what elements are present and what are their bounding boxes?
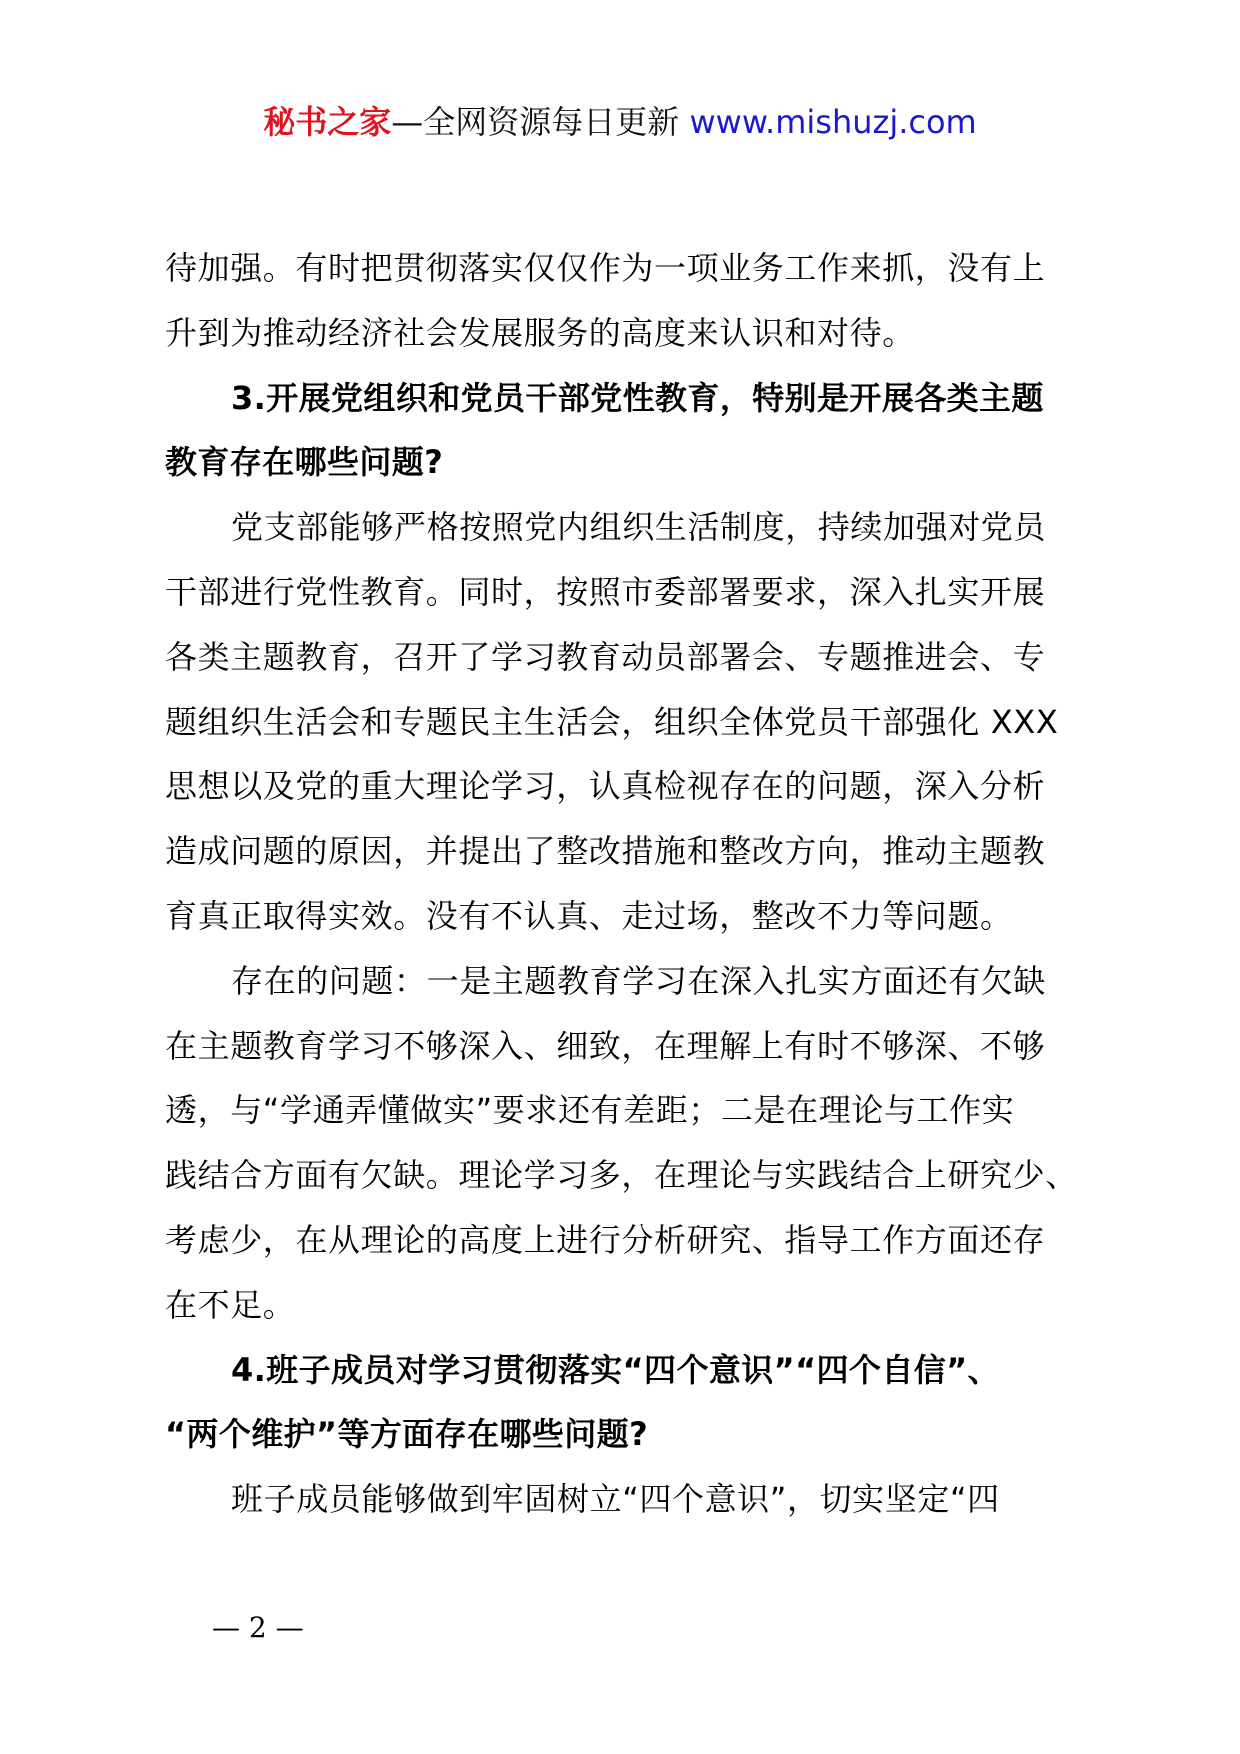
paragraph-line: 存在的问题：一是主题教育学习在深入扎实方面还有欠缺 bbox=[231, 961, 1047, 1000]
document-body bbox=[165, 236, 1095, 1532]
site-url-link[interactable]: www.mishuzj.com bbox=[689, 103, 977, 141]
paragraph-line: 各类主题教育，召开了学习教育动员部署会、专题推进会、专 bbox=[165, 637, 1046, 676]
paragraph-line: 升到为推动经济社会发展服务的高度来认识和对待。 bbox=[165, 313, 915, 352]
paragraph-line: 透，与“学通弄懂做实”要求还有差距；二是在理论与工作实 bbox=[165, 1091, 1015, 1130]
site-header bbox=[0, 100, 1240, 144]
paragraph-line: 育真正取得实效。没有不认真、走过场，整改不力等问题。 bbox=[165, 896, 1013, 935]
section-heading-3-cont: 教育存在哪些问题? bbox=[165, 443, 444, 482]
site-brand: 秘书之家 bbox=[263, 103, 392, 141]
paragraph-line: 班子成员能够做到牢固树立“四个意识”，切实坚定“四 bbox=[231, 1480, 1000, 1519]
site-slogan: —全网资源每日更新 bbox=[391, 103, 680, 141]
paragraph-line: 造成问题的原因，并提出了整改措施和整改方向，推动主题教 bbox=[165, 832, 1046, 871]
paragraph-line: 考虑少，在从理论的高度上进行分析研究、指导工作方面还存 bbox=[165, 1220, 1046, 1259]
paragraph-line: 党支部能够严格按照党内组织生活制度，持续加强对党员 bbox=[231, 508, 1047, 547]
paragraph-line: 思想以及党的重大理论学习，认真检视存在的问题，深入分析 bbox=[165, 767, 1046, 806]
paragraph-line: 待加强。有时把贯彻落实仅仅作为一项业务工作来抓，没有上 bbox=[165, 249, 1046, 287]
section-heading-4: 4.班子成员对学习贯彻落实“四个意识”“四个自信”、 bbox=[231, 1350, 1000, 1389]
paragraph-line: 在主题教育学习不够深入、细致，在理解上有时不够深、不够 bbox=[165, 1026, 1046, 1065]
paragraph-line: 干部进行党性教育。同时，按照市委部署要求，深入扎实开展 bbox=[165, 572, 1046, 611]
section-heading-4-cont: “两个维护”等方面存在哪些问题? bbox=[165, 1415, 649, 1454]
paragraph-line: 在不足。 bbox=[165, 1285, 296, 1324]
paragraph-line: 题组织生活会和专题民主生活会，组织全体党员干部强化 XXX bbox=[165, 702, 1059, 741]
section-heading-3: 3.开展党组织和党员干部党性教育，特别是开展各类主题 bbox=[231, 378, 1044, 417]
paragraph-line: 践结合方面有欠缺。理论学习多，在理论与实践结合上研究少、 bbox=[165, 1156, 1078, 1195]
page-number: — 2 — bbox=[212, 1611, 304, 1644]
